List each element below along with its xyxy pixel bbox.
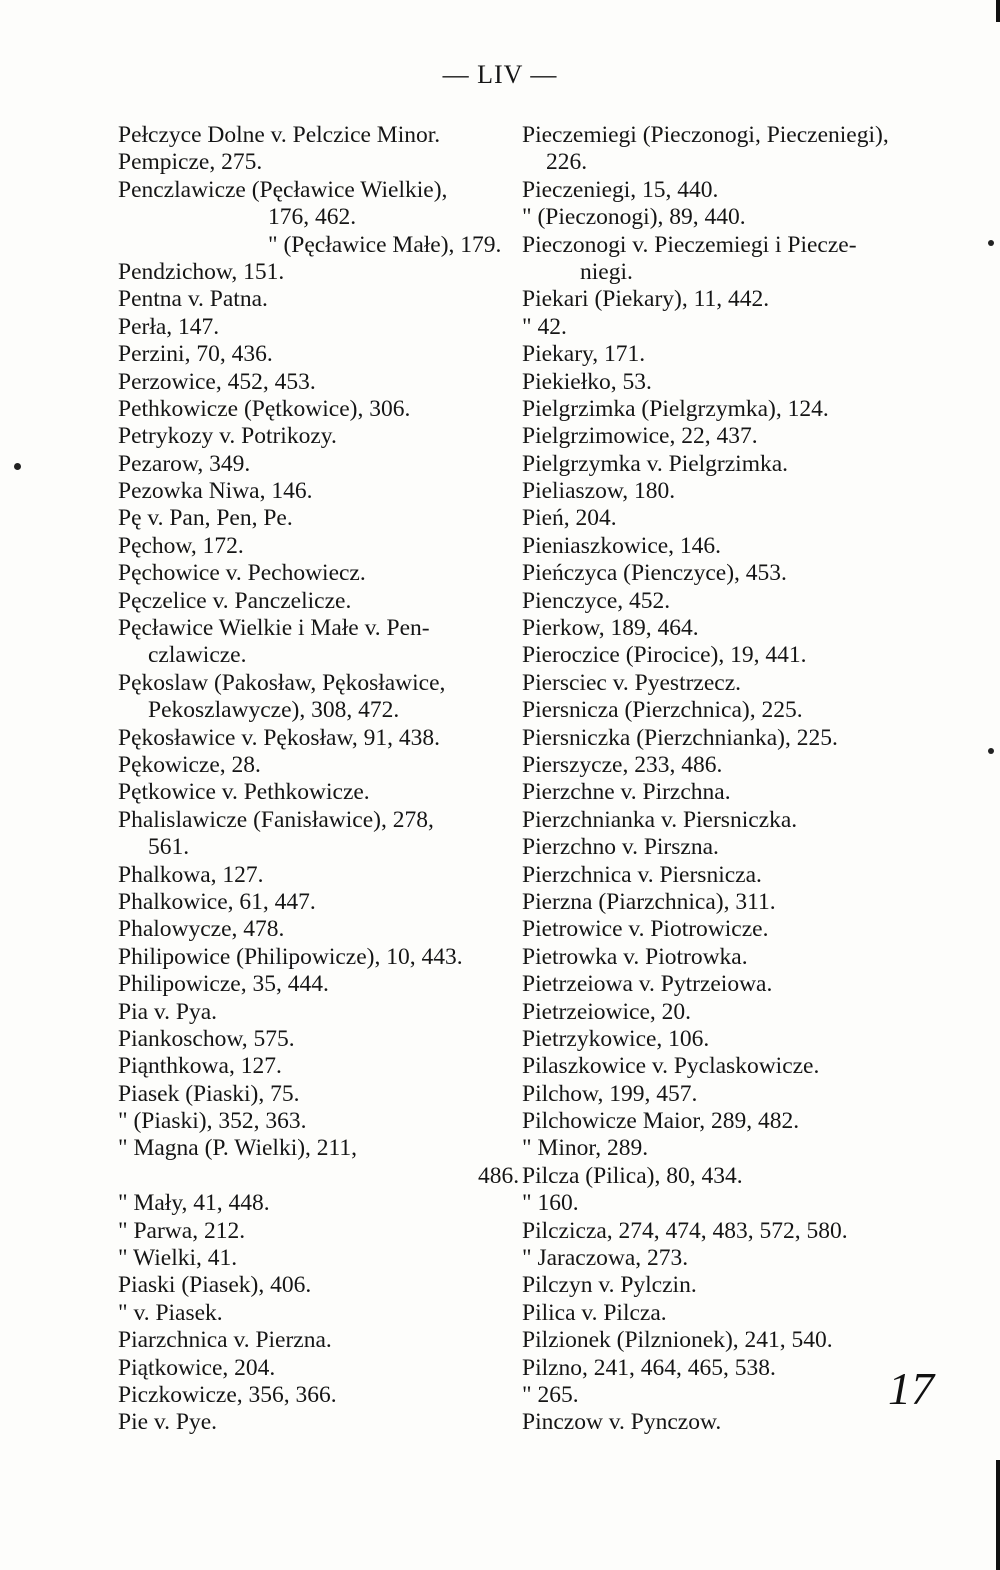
- index-entry: Phalislawicze (Fanisławice), 278,: [118, 806, 434, 833]
- index-entry: Pempicze, 275.: [118, 149, 263, 176]
- index-entry: Pękowicze, 28.: [118, 751, 261, 778]
- index-entry: Pilica v. Pilcza.: [522, 1299, 667, 1326]
- index-entry: Pieczonogi v. Pieczemiegi i Piecze-: [522, 231, 857, 258]
- index-entry: 226.: [546, 149, 588, 176]
- index-entry: Pieroczice (Pirocice), 19, 441.: [522, 642, 807, 669]
- index-entry: Pierzchno v. Pirszna.: [522, 834, 719, 861]
- handwritten-margin-note: 17: [888, 1363, 934, 1414]
- index-entry: Pętkowice v. Pethkowicze.: [118, 779, 370, 806]
- index-entry: " Jaraczowa, 273.: [522, 1245, 689, 1272]
- index-entry: Piekiełko, 53.: [522, 368, 652, 395]
- index-entry: Phalowycze, 478.: [118, 916, 285, 943]
- index-entry: Pentna v. Patna.: [118, 286, 268, 313]
- index-entry: Pienczyce, 452.: [522, 587, 671, 614]
- index-entry: Phalkowa, 127.: [118, 861, 264, 888]
- index-entry: Pendzichow, 151.: [118, 258, 285, 285]
- index-entry: Pekoszlawycze), 308, 472.: [148, 697, 400, 724]
- index-entry: Pezowka Niwa, 146.: [118, 478, 313, 505]
- index-entry: Penczlawicze (Pęcławice Wielkie),: [118, 176, 448, 203]
- index-entry: " Mały, 41, 448.: [118, 1190, 270, 1217]
- index-entry: Petrykozy v. Potrikozy.: [118, 423, 337, 450]
- index-entry: Pękosławice v. Pękosław, 91, 438.: [118, 724, 440, 751]
- index-entry: Piątkowice, 204.: [118, 1354, 276, 1381]
- index-entry: " Magna (P. Wielki), 211,: [118, 1135, 358, 1162]
- index-entry: Pilczicza, 274, 474, 483, 572, 580.: [522, 1217, 848, 1244]
- index-entry: Pierkow, 189, 464.: [522, 615, 699, 642]
- index-entry: Pia v. Pya.: [118, 998, 218, 1025]
- index-entry: Pę v. Pan, Pen, Pe.: [118, 505, 293, 532]
- index-entry: " 160.: [522, 1190, 579, 1217]
- index-entry: " 265.: [522, 1381, 579, 1408]
- index-entry: Pełczyce Dolne v. Pelczice Minor.: [118, 122, 441, 148]
- index-entry: Perła, 147.: [118, 313, 220, 340]
- index-entry: Piaski (Piasek), 406.: [118, 1272, 312, 1299]
- index-entry: Pilchowicze Maior, 289, 482.: [522, 1108, 800, 1135]
- index-entry: Pęcławice Wielkie i Małe v. Pen-: [118, 615, 430, 642]
- index-entry: niegi.: [580, 258, 633, 285]
- index-entry: czlawicze.: [148, 642, 247, 669]
- index-entry: Pilzionek (Pilznionek), 241, 540.: [522, 1327, 833, 1354]
- index-entry: Pierzna (Piarzchnica), 311.: [522, 888, 776, 915]
- index-entry: Piasek (Piaski), 75.: [118, 1080, 300, 1107]
- index-entry: Pilczyn v. Pylczin.: [522, 1272, 697, 1299]
- index-entry: Philipowice (Philipowicze), 10, 443.: [118, 943, 463, 970]
- index-entry: Pękoslaw (Pakosław, Pękosławice,: [118, 669, 446, 696]
- index-entry: Pęchow, 172.: [118, 532, 244, 559]
- index-entry: " (Pęcławice Małe), 179.: [268, 231, 502, 258]
- scan-speck: [988, 240, 994, 246]
- index-entry: 486.: [478, 1162, 520, 1189]
- scan-edge-artifact: [996, 1460, 1000, 1570]
- index-entry: Piersniczka (Pierzchnianka), 225.: [522, 724, 838, 751]
- index-entry: Pietrzeiowa v. Pytrzeiowa.: [522, 971, 773, 998]
- index-entry: Pieniaszkowice, 146.: [522, 532, 722, 559]
- index-entry: Pielgrzimka (Pielgrzymka), 124.: [522, 395, 829, 422]
- index-entry: Pinczow v. Pynczow.: [522, 1409, 722, 1436]
- index-entry: Pieczemiegi (Pieczonogi, Pieczeniegi),: [522, 122, 889, 148]
- index-column-left: [118, 122, 518, 1437]
- index-entry: Piankoschow, 575.: [118, 1025, 295, 1052]
- index-entry: " Wielki, 41.: [118, 1245, 238, 1272]
- index-entry: Piekari (Piekary), 11, 442.: [522, 286, 770, 313]
- index-entry: 176, 462.: [268, 204, 357, 231]
- index-entry: Pezarow, 349.: [118, 450, 251, 477]
- index-entry: Pierzchne v. Pirzchna.: [522, 779, 731, 806]
- index-entry: Piąnthkowa, 127.: [118, 1053, 282, 1080]
- index-entry: " (Pieczonogi), 89, 440.: [522, 204, 746, 231]
- index-entry: Pethkowicze (Pętkowice), 306.: [118, 395, 411, 422]
- index-entry: " Parwa, 212.: [118, 1217, 246, 1244]
- scan-speck: [14, 463, 21, 470]
- index-entry: Piekary, 171.: [522, 341, 646, 368]
- index-entry: Philipowicze, 35, 444.: [118, 971, 329, 998]
- index-entry: Pieńczyca (Pienczyce), 453.: [522, 560, 787, 587]
- index-entry: Pietrowka v. Piotrowka.: [522, 943, 748, 970]
- index-entry: Pielgrzymka v. Pielgrzimka.: [522, 450, 789, 477]
- index-entry: Pierszycze, 233, 486.: [522, 751, 723, 778]
- index-entry: Piarzchnica v. Pierzna.: [118, 1327, 332, 1354]
- index-entry: Pie v. Pye.: [118, 1409, 218, 1436]
- index-entry: Pieliaszow, 180.: [522, 478, 676, 505]
- index-entry: Pierzchnica v. Piersnicza.: [522, 861, 762, 888]
- index-entry: " 42.: [522, 313, 567, 340]
- index-entry: Phalkowice, 61, 447.: [118, 888, 316, 915]
- index-entry: 561.: [148, 834, 190, 861]
- index-entry: Piersciec v. Pyestrzecz.: [522, 669, 742, 696]
- index-column-right: [522, 122, 922, 1437]
- index-entry: Pilcza (Pilica), 80, 434.: [522, 1162, 743, 1189]
- index-entry: Pieczeniegi, 15, 440.: [522, 176, 719, 203]
- index-entry: Perzini, 70, 436.: [118, 341, 273, 368]
- index-entry: " (Piaski), 352, 363.: [118, 1108, 307, 1135]
- index-entry: Pietrzykowice, 106.: [522, 1025, 710, 1052]
- index-entry: Piersnicza (Pierzchnica), 225.: [522, 697, 803, 724]
- index-entry: Pień, 204.: [522, 505, 617, 532]
- index-entry: Pietrzeiowice, 20.: [522, 998, 692, 1025]
- index-entry: Pilaszkowice v. Pyclaskowicze.: [522, 1053, 820, 1080]
- index-entry: Pęchowice v. Pechowiecz.: [118, 560, 366, 587]
- index-entry: Piczkowicze, 356, 366.: [118, 1381, 337, 1408]
- index-entry: " Minor, 289.: [522, 1135, 649, 1162]
- index-entry: Pietrowice v. Piotrowicze.: [522, 916, 769, 943]
- index-entry: Pilchow, 199, 457.: [522, 1080, 698, 1107]
- index-entry: Pęczelice v. Panczelicze.: [118, 587, 352, 614]
- page-number: — LIV —: [442, 60, 558, 89]
- scan-speck: [988, 748, 994, 754]
- index-entry: Perzowice, 452, 453.: [118, 368, 316, 395]
- scan-edge-artifact: [996, 0, 1000, 22]
- index-entry: Pilzno, 241, 464, 465, 538.: [522, 1354, 776, 1381]
- index-entry: Pierzchnianka v. Piersniczka.: [522, 806, 798, 833]
- index-entry: " v. Piasek.: [118, 1299, 223, 1326]
- index-entry: Pielgrzimowice, 22, 437.: [522, 423, 758, 450]
